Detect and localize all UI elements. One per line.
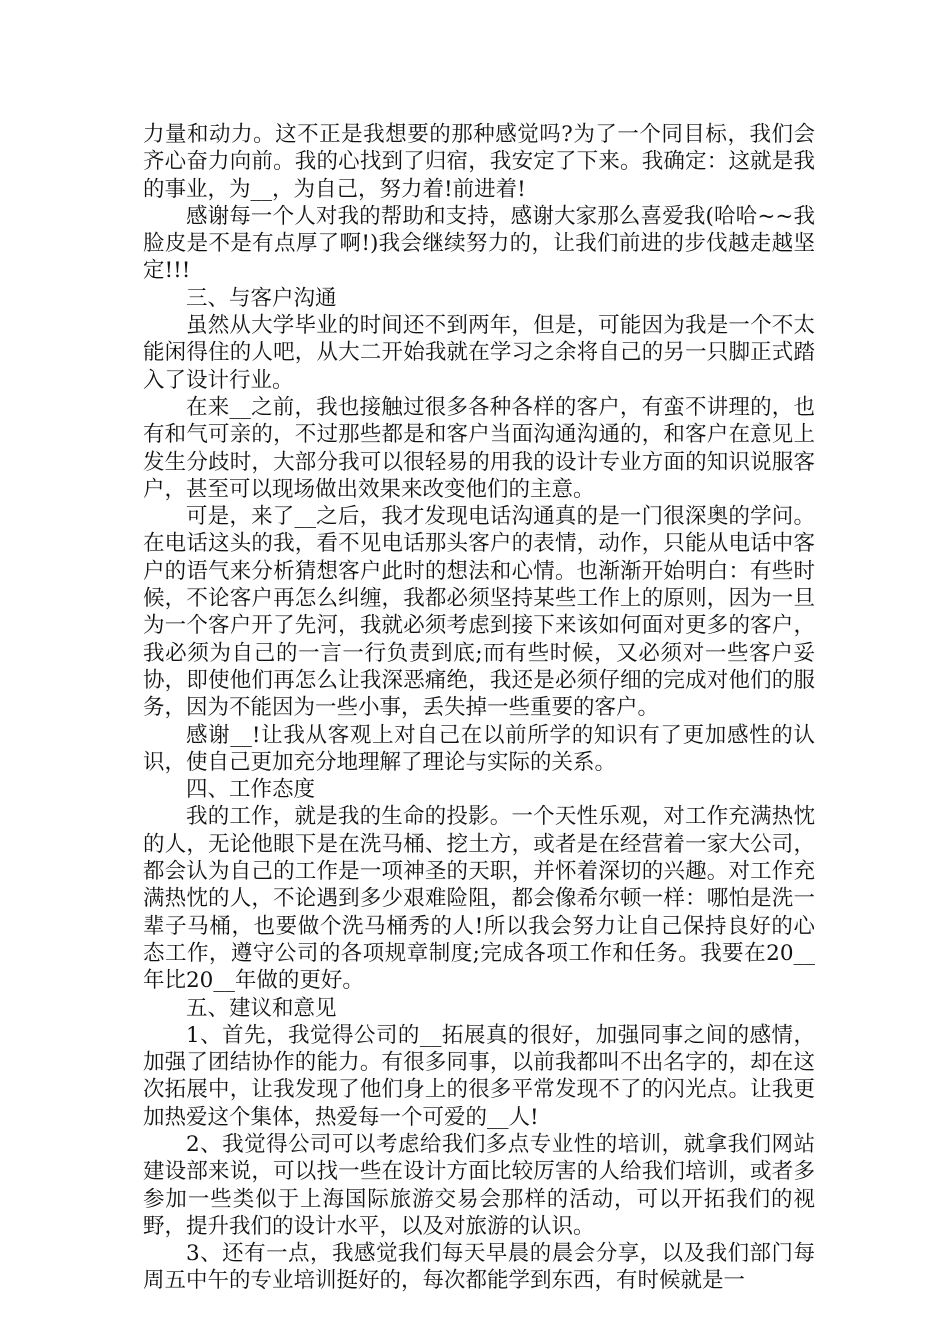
document-body — [143, 121, 815, 1295]
list-item-suggestion-3: 3、还有一点，我感觉我们每天早晨的晨会分享，以及我们部门每周五中午的专业培训挺好的，每次都能学到东西，有时候就是一 — [143, 1241, 815, 1294]
list-item-suggestion-1: 1、首先，我觉得公司的__拓展真的很好，加强同事之间的感情，加强了团结协作的能力。有很多同事，以前我都叫不出名字的，却在这次拓展中，让我发现了他们身上的很多平常发现不了的闪光点。让我更加热爱这个集体，热爱每一个可爱的__人! — [143, 1022, 815, 1130]
section-heading-customer-communication: 三、与客户沟通 — [186, 285, 337, 311]
paragraph: 虽然从大学毕业的时间还不到两年，但是，可能因为我是一个不太能闲得住的人吧，从大二开始我就在学习之余将自己的另一只脚正式踏入了设计行业。 — [143, 313, 815, 393]
paragraph-thanks: 感谢每一个人对我的帮助和支持，感谢大家那么喜爱我(哈哈~~我脸皮是不是有点厚了啊!)我会继续努力的，让我们前进的步伐越走越坚定!!! — [143, 203, 815, 284]
paragraph: 我的工作，就是我的生命的投影。一个天性乐观，对工作充满热忱的人，无论他眼下是在洗马桶、挖土方，或者是在经营着一家大公司，都会认为自己的工作是一项神圣的天职，并怀着深切的兴趣。对工作充满热忱的人，不论遇到多少艰难险阻，都会像希尔顿一样：哪怕是洗一辈子马桶，也要做个洗马桶秀的人!所以我会努力让自己保持良好的心态工作，遵守公司的各项规章制度;完成各项工作和任务。我要在20__年比20__年做的更好。 — [143, 804, 815, 994]
paragraph: 可是，来了__之后，我才发现电话沟通真的是一门很深奥的学问。在电话这头的我，看不见电话那头客户的表情，动作，只能从电话中客户的语气来分析猜想客户此时的想法和心情。也渐渐开始明白：有些时候，不论客户再怎么纠缠，我都必须坚持某些工作上的原则，因为一旦为一个客户开了先河，我就必须考虑到接下来该如何面对更多的客户，我必须为自己的一言一行负责到底;而有些时候，又必须对一些客户妥协，即使他们再怎么让我深恶痛绝，我还是必须仔细的完成对他们的服务，因为不能因为一些小事，丢失掉一些重要的客户。 — [143, 504, 815, 721]
paragraph: 在来__之前，我也接触过很多各种各样的客户，有蛮不讲理的，也有和气可亲的，不过那些都是和客户当面沟通沟通的，和客户在意见上发生分歧时，大部分我可以很轻易的用我的设计专业方面的知识说服客户，甚至可以现场做出效果来改变他们的主意。 — [143, 394, 815, 502]
section-heading-work-attitude: 四、工作态度 — [186, 777, 316, 803]
list-item-suggestion-2: 2、我觉得公司可以考虑给我们多点专业性的培训，就拿我们网站建设部来说，可以找一些在设计方面比较厉害的人给我们培训，或者多参加一些类似于上海国际旅游交易会那样的活动，可以开拓我们的视野，提升我们的设计水平，以及对旅游的认识。 — [143, 1131, 815, 1239]
section-heading-suggestions: 五、建议和意见 — [186, 995, 337, 1021]
paragraph-continued: 力量和动力。这不正是我想要的那种感觉吗?为了一个同目标，我们会齐心奋力向前。我的心找到了归宿，我安定了下来。我确定：这就是我的事业，为__，为自己，努力着!前进着! — [143, 122, 815, 202]
paragraph: 感谢__!让我从客观上对自己在以前所学的知识有了更加感性的认识，使自己更加充分地理解了理论与实际的关系。 — [143, 722, 815, 775]
